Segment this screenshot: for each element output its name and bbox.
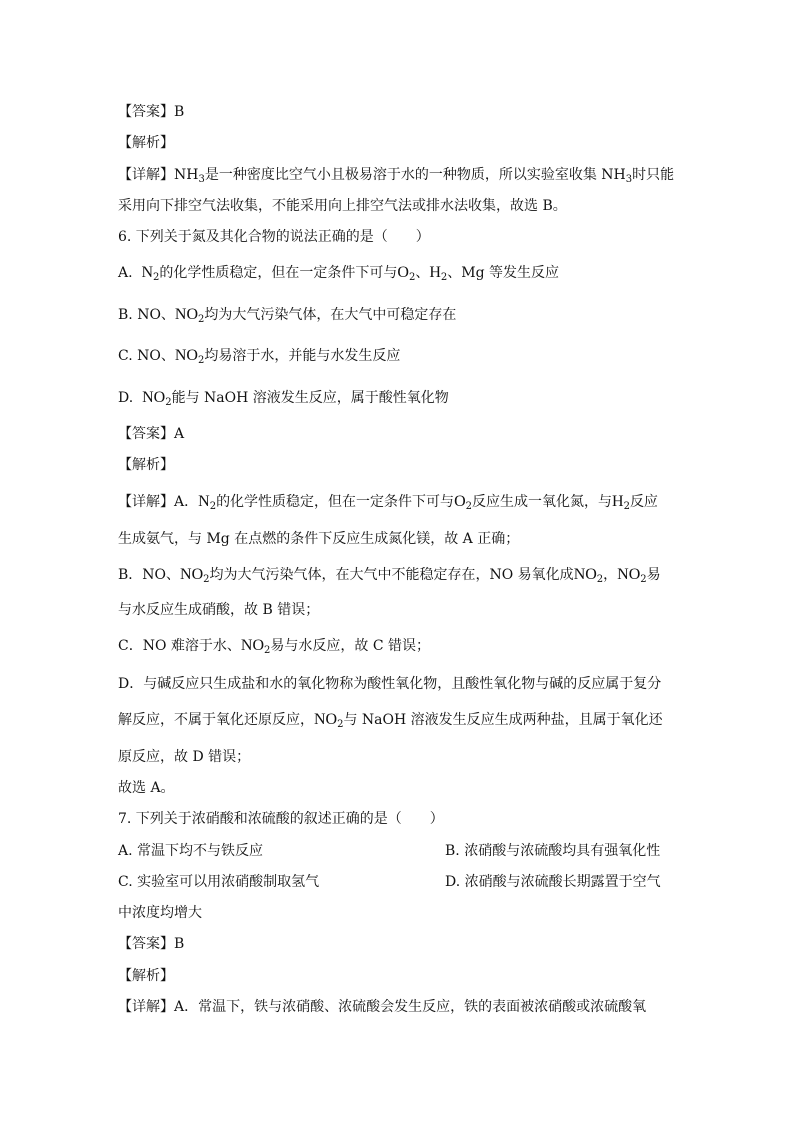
q6-detail-line-8: 原反应，故 D 错误； [118,749,251,765]
q6-stem: 6. 下列关于氮及其化合物的说法正确的是（ ） [118,229,430,245]
q6-option-b: B. NO、$NO_2$均为大气污染气体，在大气中可稳定存在 [118,306,457,325]
q7-option-d: D. 浓硝酸与浓硫酸长期露置于空气 [445,874,661,890]
q6-option-d: D. $NO_2$能与 NaOH 溶液发生反应，属于酸性氧化物 [118,389,449,408]
q6-analysis-label: 【解析】 [118,457,174,473]
q7-option-a: A. 常温下均不与铁反应 [118,843,264,859]
q5-answer: 【答案】B [118,104,185,120]
q7-option-b: B. 浓硝酸与浓硫酸均具有强氧化性 [445,843,661,859]
q5-detail-line-2: 采用向下排空气法收集，不能采用向上排空气法或排水法收集，故选 B。 [118,198,567,214]
q7-answer: 【答案】B [118,936,185,952]
q6-detail-line-7: 解反应，不属于氧化还原反应，$NO_2$与 NaOH 溶液发生反应生成两种盐，且属于氧化还 [118,711,663,730]
q6-detail-line-1: 【详解】A．$N_2$的化学性质稳定，但在一定条件下可与$O_2$反应生成一氧化氮，与$H_2$反应 [118,493,658,512]
q6-detail-line-2: 生成氨气，与 Mg 在点燃的条件下反应生成氮化镁，故 A 正确； [118,531,520,547]
q6-option-a: A. $N_2$的化学性质稳定，但在一定条件下可与$O_2$、$H_2$、Mg 等发生反应 [118,264,560,283]
q7-option-d-continued: 中浓度均增大 [118,905,202,921]
q7-detail-line-1: 【详解】A．常温下，铁与浓硝酸、浓硫酸会发生反应，铁的表面被浓硝酸或浓硫酸氧 [118,999,647,1015]
q7-analysis-label: 【解析】 [118,968,174,984]
q6-answer: 【答案】A [118,426,185,442]
q5-detail-line-1: 【详解】$NH_3$是一种密度比空气小且极易溶于水的一种物质，所以实验室收集 $NH_3$时只能 [118,167,675,185]
q6-conclusion: 故选 A。 [118,780,175,796]
q6-detail-line-6: D．与碱反应只生成盐和水的氧化物称为酸性氧化物，且酸性氧化物与碱的反应属于复分 [118,676,662,692]
q6-option-c: C. NO、$NO_2$均易溶于水，并能与水发生反应 [118,347,401,366]
q7-stem: 7. 下列关于浓硝酸和浓硫酸的叙述正确的是（ ） [118,811,444,827]
q6-detail-line-4: 与水反应生成硝酸，故 B 错误； [118,602,320,618]
q6-detail-line-5: C．NO 难溶于水、$NO_2$易与水反应，故 C 错误； [118,637,430,656]
q5-analysis-label: 【解析】 [118,135,174,151]
q7-option-c: C. 实验室可以用浓硝酸制取氢气 [118,874,320,890]
q6-detail-line-3: B．NO、$NO_2$均为大气污染气体，在大气中不能稳定存在，NO 易氧化成$NO_2$，$NO_2$易 [118,566,661,585]
